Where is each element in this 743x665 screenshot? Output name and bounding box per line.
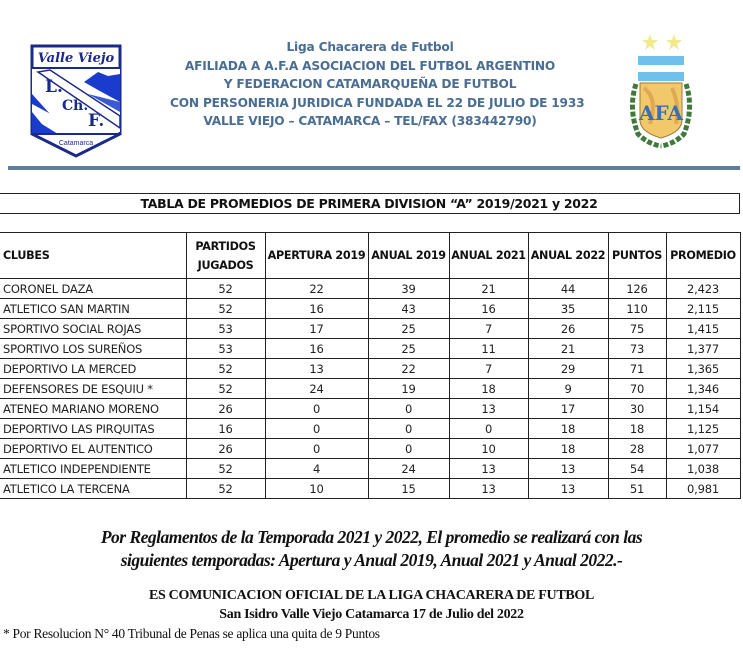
cell-promedio: 2,115 <box>666 299 740 319</box>
cell-partidos-jugados: 52 <box>186 279 265 299</box>
table-row <box>0 459 740 479</box>
cell-puntos: 54 <box>608 459 666 479</box>
cell-promedio: 1,154 <box>666 399 740 419</box>
cell-anual-2019: 25 <box>368 339 449 359</box>
cell-apertura-2019: 0 <box>265 419 368 439</box>
cell-club-name: DEPORTIVO LAS PIRQUITAS <box>0 419 186 439</box>
table-row <box>0 419 740 439</box>
cell-anual-2019: 24 <box>368 459 449 479</box>
cell-club-name: DEPORTIVO LA MERCED <box>0 359 186 379</box>
cell-anual-2021: 11 <box>449 339 528 359</box>
cell-apertura-2019: 16 <box>265 339 368 359</box>
cell-anual-2022: 13 <box>528 479 608 499</box>
svg-text:Ch.: Ch. <box>62 98 89 114</box>
cell-puntos: 126 <box>608 279 666 299</box>
league-header <box>170 38 585 131</box>
cell-anual-2021: 16 <box>449 299 528 319</box>
cell-anual-2022: 35 <box>528 299 608 319</box>
cell-puntos: 18 <box>608 419 666 439</box>
regulation-note <box>0 526 743 572</box>
cell-puntos: 30 <box>608 399 666 419</box>
foundation-line: CON PERSONERIA JURIDICA FUNDADA EL 22 DE JULIO DE 1933 <box>170 95 585 110</box>
league-name: Liga Chacarera de Futbol <box>286 40 454 54</box>
table-row <box>0 439 740 459</box>
cell-partidos-jugados: 52 <box>186 379 265 399</box>
averages-table <box>0 232 741 499</box>
official-communication-place-date: San Isidro Valle Viejo Catamarca 17 de Julio del 2022 <box>219 607 524 622</box>
liga-chacarera-logo <box>28 42 124 160</box>
cell-anual-2022: 18 <box>528 419 608 439</box>
cell-anual-2021: 0 <box>449 419 528 439</box>
cell-apertura-2019: 13 <box>265 359 368 379</box>
cell-partidos-jugados: 52 <box>186 299 265 319</box>
afa-monogram: AFA <box>638 101 684 125</box>
cell-partidos-jugados: 53 <box>186 319 265 339</box>
cell-apertura-2019: 0 <box>265 439 368 459</box>
cell-promedio: 2,423 <box>666 279 740 299</box>
column-header-puntos: PUNTOS <box>608 233 666 279</box>
cell-club-name: DEPORTIVO EL AUTENTICO <box>0 439 186 459</box>
cell-partidos-jugados: 26 <box>186 439 265 459</box>
cell-puntos: 73 <box>608 339 666 359</box>
table-row <box>0 379 740 399</box>
cell-anual-2019: 0 <box>368 419 449 439</box>
table-row <box>0 399 740 419</box>
cell-apertura-2019: 0 <box>265 399 368 419</box>
cell-anual-2021: 18 <box>449 379 528 399</box>
table-row <box>0 299 740 319</box>
cell-apertura-2019: 17 <box>265 319 368 339</box>
column-header-anual-2021: ANUAL 2021 <box>449 233 528 279</box>
cell-promedio: 1,077 <box>666 439 740 459</box>
afa-logo <box>628 28 694 154</box>
cell-apertura-2019: 24 <box>265 379 368 399</box>
cell-partidos-jugados: 16 <box>186 419 265 439</box>
svg-text:F.: F. <box>88 111 105 131</box>
contact-line: VALLE VIEJO – CATAMARCA – TEL/FAX (383442790) <box>203 114 537 129</box>
cell-anual-2021: 13 <box>449 399 528 419</box>
cell-anual-2019: 25 <box>368 319 449 339</box>
logo-left-title: Valle Viejo <box>37 51 115 66</box>
penalty-footnote: * Por Resolucion N° 40 Tribunal de Penas se aplica una quita de 9 Puntos <box>3 626 380 641</box>
cell-partidos-jugados: 52 <box>186 459 265 479</box>
cell-anual-2021: 7 <box>449 319 528 339</box>
cell-puntos: 71 <box>608 359 666 379</box>
official-communication <box>0 586 743 624</box>
affiliation-line: AFILIADA A A.F.A ASOCIACION DEL FUTBOL ARGENTINO <box>184 58 556 73</box>
cell-anual-2021: 10 <box>449 439 528 459</box>
cell-partidos-jugados: 53 <box>186 339 265 359</box>
cell-anual-2022: 44 <box>528 279 608 299</box>
cell-club-name: DEFENSORES DE ESQUIU * <box>0 379 186 399</box>
cell-apertura-2019: 16 <box>265 299 368 319</box>
cell-club-name: ATLETICO SAN MARTIN <box>0 299 186 319</box>
cell-apertura-2019: 10 <box>265 479 368 499</box>
cell-anual-2019: 43 <box>368 299 449 319</box>
table-row <box>0 479 740 499</box>
cell-anual-2019: 0 <box>368 439 449 459</box>
cell-promedio: 1,415 <box>666 319 740 339</box>
regulation-note-line1: Por Reglamentos de la Temporada 2021 y 2022, El promedio se realizará con las <box>100 527 643 547</box>
table-row <box>0 359 740 379</box>
svg-text:Catamarca: Catamarca <box>58 140 94 147</box>
table-row <box>0 319 740 339</box>
cell-anual-2019: 19 <box>368 379 449 399</box>
cell-club-name: SPORTIVO LOS SUREÑOS <box>0 339 186 359</box>
table-header-row <box>0 233 740 279</box>
header-divider <box>8 166 740 170</box>
table-title: TABLA DE PROMEDIOS DE PRIMERA DIVISION “A” 2019/2021 y 2022 <box>0 193 740 214</box>
cell-club-name: ATLETICO INDEPENDIENTE <box>0 459 186 479</box>
cell-anual-2022: 13 <box>528 459 608 479</box>
cell-anual-2019: 0 <box>368 399 449 419</box>
cell-partidos-jugados: 52 <box>186 479 265 499</box>
cell-anual-2022: 21 <box>528 339 608 359</box>
cell-promedio: 1,377 <box>666 339 740 359</box>
cell-puntos: 28 <box>608 439 666 459</box>
regulation-note-line2: siguientes temporadas: Apertura y Anual 2019, Anual 2021 y Anual 2022.- <box>120 550 623 570</box>
cell-anual-2021: 13 <box>449 479 528 499</box>
cell-anual-2022: 9 <box>528 379 608 399</box>
cell-apertura-2019: 4 <box>265 459 368 479</box>
column-header-promedio: PROMEDIO <box>666 233 740 279</box>
column-header-anual-2022: ANUAL 2022 <box>528 233 608 279</box>
cell-club-name: CORONEL DAZA <box>0 279 186 299</box>
cell-anual-2022: 18 <box>528 439 608 459</box>
cell-anual-2019: 15 <box>368 479 449 499</box>
cell-anual-2021: 7 <box>449 359 528 379</box>
column-header-clubes: CLUBES <box>0 233 186 279</box>
cell-anual-2022: 17 <box>528 399 608 419</box>
cell-puntos: 110 <box>608 299 666 319</box>
cell-puntos: 75 <box>608 319 666 339</box>
column-header-apertura-2019: APERTURA 2019 <box>265 233 368 279</box>
cell-apertura-2019: 22 <box>265 279 368 299</box>
column-header-partidos-line1: PARTIDOS <box>195 239 256 253</box>
cell-promedio: 1,038 <box>666 459 740 479</box>
table-row <box>0 339 740 359</box>
column-header-anual-2019: ANUAL 2019 <box>368 233 449 279</box>
table-row <box>0 279 740 299</box>
cell-anual-2019: 39 <box>368 279 449 299</box>
cell-promedio: 0,981 <box>666 479 740 499</box>
cell-anual-2021: 21 <box>449 279 528 299</box>
column-header-partidos-line2: JUGADOS <box>197 258 254 272</box>
cell-anual-2019: 22 <box>368 359 449 379</box>
cell-partidos-jugados: 52 <box>186 359 265 379</box>
svg-text:L.: L. <box>45 77 63 97</box>
cell-puntos: 51 <box>608 479 666 499</box>
cell-anual-2021: 13 <box>449 459 528 479</box>
cell-club-name: SPORTIVO SOCIAL ROJAS <box>0 319 186 339</box>
cell-promedio: 1,346 <box>666 379 740 399</box>
cell-anual-2022: 26 <box>528 319 608 339</box>
cell-anual-2022: 29 <box>528 359 608 379</box>
federation-line: Y FEDERACION CATAMARQUEÑA DE FUTBOL <box>223 77 517 92</box>
cell-club-name: ATENEO MARIANO MORENO <box>0 399 186 419</box>
column-header-partidos-jugados <box>186 233 265 279</box>
official-communication-title: ES COMUNICACION OFICIAL DE LA LIGA CHACARERA DE FUTBOL <box>148 588 595 603</box>
cell-promedio: 1,125 <box>666 419 740 439</box>
cell-promedio: 1,365 <box>666 359 740 379</box>
cell-partidos-jugados: 26 <box>186 399 265 419</box>
cell-puntos: 70 <box>608 379 666 399</box>
cell-club-name: ATLETICO LA TERCENA <box>0 479 186 499</box>
